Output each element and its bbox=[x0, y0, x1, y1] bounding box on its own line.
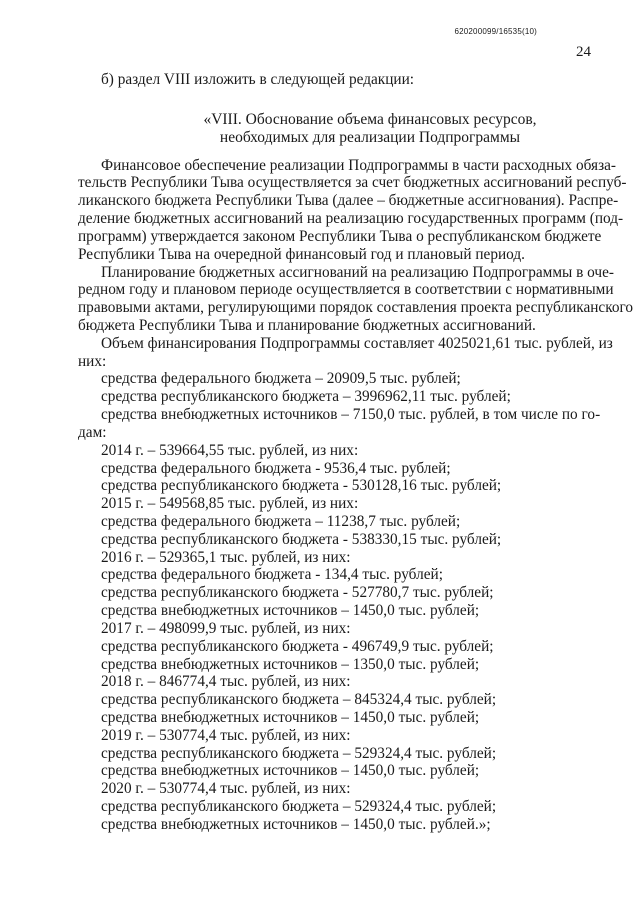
year-line: средства республиканского бюджета - 527780,7 тыс. рублей; bbox=[101, 584, 494, 601]
year-line: средства внебюджетных источников – 1450,0 тыс. рублей.»; bbox=[101, 816, 491, 833]
para2-line: правовыми актами, регулирующими порядок составления проекта республиканского bbox=[78, 299, 634, 316]
federal-budget-total: средства федерального бюджета – 20909,5 тыс. рублей; bbox=[101, 370, 461, 387]
para3-line: Объем финансирования Подпрограммы составляет 4025021,61 тыс. рублей, из bbox=[101, 335, 613, 352]
year-line: средства республиканского бюджета - 496749,9 тыс. рублей; bbox=[101, 638, 494, 655]
year-line: 2016 г. – 529365,1 тыс. рублей, из них: bbox=[101, 549, 351, 566]
year-line: средства республиканского бюджета - 538330,15 тыс. рублей; bbox=[101, 531, 502, 548]
year-line: средства федерального бюджета - 134,4 тыс. рублей; bbox=[101, 566, 443, 583]
year-line: средства внебюджетных источников – 1350,0 тыс. рублей; bbox=[101, 656, 480, 673]
para1-line: Финансовое обеспечение реализации Подпрограммы в части расходных обяза- bbox=[101, 157, 617, 174]
year-line: 2017 г. – 498099,9 тыс. рублей, из них: bbox=[101, 620, 351, 637]
year-line: средства внебюджетных источников – 1450,0 тыс. рублей; bbox=[101, 762, 480, 779]
para1-line: ликанского бюджета Республики Тыва (далее – бюджетные ассигнования). Распре- bbox=[78, 192, 619, 209]
year-line: средства республиканского бюджета – 529324,4 тыс. рублей; bbox=[101, 798, 497, 815]
year-line: 2015 г. – 549568,85 тыс. рублей, из них: bbox=[101, 495, 359, 512]
year-line: средства внебюджетных источников – 1450,0 тыс. рублей; bbox=[101, 602, 480, 619]
para2-line: бюджета Республики Тыва и планирование бюджетных ассигнований. bbox=[78, 317, 536, 334]
extrabudget-total-line: дам: bbox=[78, 424, 107, 441]
year-line: 2019 г. – 530774,4 тыс. рублей, из них: bbox=[101, 727, 351, 744]
section-heading-line-2: необходимых для реализации Подпрограммы bbox=[219, 129, 521, 146]
republic-budget-total: средства республиканского бюджета – 3996962,11 тыс. рублей; bbox=[101, 388, 511, 405]
para1-line: Республики Тыва на очередной финансовый год и плановый период. bbox=[78, 246, 525, 263]
year-line: 2014 г. – 539664,55 тыс. рублей, из них: bbox=[101, 442, 359, 459]
year-line: средства федерального бюджета – 11238,7 тыс. рублей; bbox=[101, 513, 461, 530]
year-line: 2018 г. – 846774,4 тыс. рублей, из них: bbox=[101, 673, 351, 690]
para2-line: редном году и плановом периоде осуществляется в соответствии с нормативными bbox=[78, 281, 614, 298]
para3-line: них: bbox=[78, 353, 107, 370]
para1-line: тельств Республики Тыва осуществляется за счет бюджетных ассигнований респуб- bbox=[78, 174, 627, 191]
para2-line: Планирование бюджетных ассигнований на реализацию Подпрограммы в оче- bbox=[101, 264, 614, 281]
extrabudget-total-line: средства внебюджетных источников – 7150,0 тыс. рублей, в том числе по го- bbox=[101, 406, 601, 423]
year-line: средства федерального бюджета - 9536,4 тыс. рублей; bbox=[101, 460, 451, 477]
year-line: средства республиканского бюджета – 845324,4 тыс. рублей; bbox=[101, 691, 497, 708]
para1-line: программ) утверждается законом Республики Тыва о республиканском бюджете bbox=[78, 228, 602, 245]
intro-line: б) раздел VIII изложить в следующей редакции: bbox=[101, 71, 415, 88]
year-line: средства республиканского бюджета – 529324,4 тыс. рублей; bbox=[101, 745, 497, 762]
year-line: 2020 г. – 530774,4 тыс. рублей, из них: bbox=[101, 780, 351, 797]
year-line: средства республиканского бюджета - 530128,16 тыс. рублей; bbox=[101, 477, 502, 494]
section-heading-line-1: «VIII. Обоснование объема финансовых ресурсов, bbox=[203, 111, 537, 128]
page-number: 24 bbox=[576, 44, 591, 60]
document-id: 620200099/16535(10) bbox=[454, 27, 537, 36]
para1-line: деление бюджетных ассигнований на реализацию государственных программ (под- bbox=[78, 210, 624, 227]
year-line: средства внебюджетных источников – 1450,0 тыс. рублей; bbox=[101, 709, 480, 726]
